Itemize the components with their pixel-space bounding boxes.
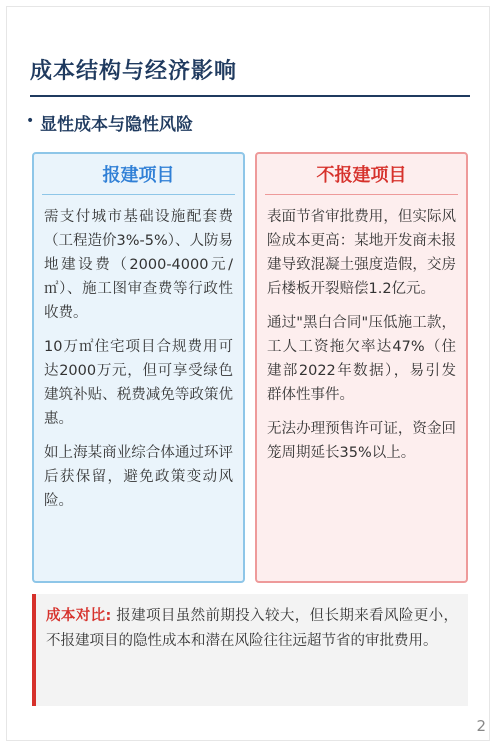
no-permit-paragraph-presale: 无法办理预售许可证，资金回笼周期延长35%以上。	[267, 421, 456, 461]
page-number: 2	[476, 717, 486, 735]
permit-paragraph-fees: 需支付城市基础设施配套费（工程造价3%-5%）、人防易地建设费（2000-4000元/㎡）、施工图审查费等行政性收费。	[44, 209, 233, 321]
no-permit-card-title: 不报建项目	[316, 165, 407, 186]
title-divider	[30, 95, 470, 97]
no-permit-paragraph-risk: 表面节省审批费用，但实际风险成本更高：某地开发商未报建导致混凝土强度造假，交房后楼板开裂赔偿1.2亿元。	[267, 209, 456, 297]
page-title: 成本结构与经济影响	[30, 59, 238, 84]
permit-project-card	[32, 152, 245, 583]
no-permit-card-divider	[265, 194, 458, 195]
section-subheading: 显性成本与隐性风险	[40, 115, 193, 135]
bullet-icon: •	[26, 113, 35, 129]
cost-comparison-box	[32, 594, 468, 706]
no-permit-project-card	[255, 152, 468, 583]
permit-card-title: 报建项目	[102, 165, 175, 186]
comparison-label: 成本对比:	[46, 608, 112, 624]
permit-paragraph-cost: 10万㎡住宅项目合规费用可达2000万元，但可享受绿色建筑补贴、税费减免等政策优惠。	[44, 339, 233, 427]
no-permit-paragraph-wages: 通过"黑白合同"压低施工款，工人工资拖欠率达47%（住建部2022年数据），易引发群体性事件。	[267, 315, 456, 403]
permit-paragraph-example: 如上海某商业综合体通过环评后获保留，避免政策变动风险。	[44, 445, 233, 509]
permit-card-divider	[42, 194, 235, 195]
comparison-text: 报建项目虽然前期投入较大，但长期来看风险更小，不报建项目的隐性成本和潜在风险往往远超节省的审批费用。	[46, 608, 458, 649]
